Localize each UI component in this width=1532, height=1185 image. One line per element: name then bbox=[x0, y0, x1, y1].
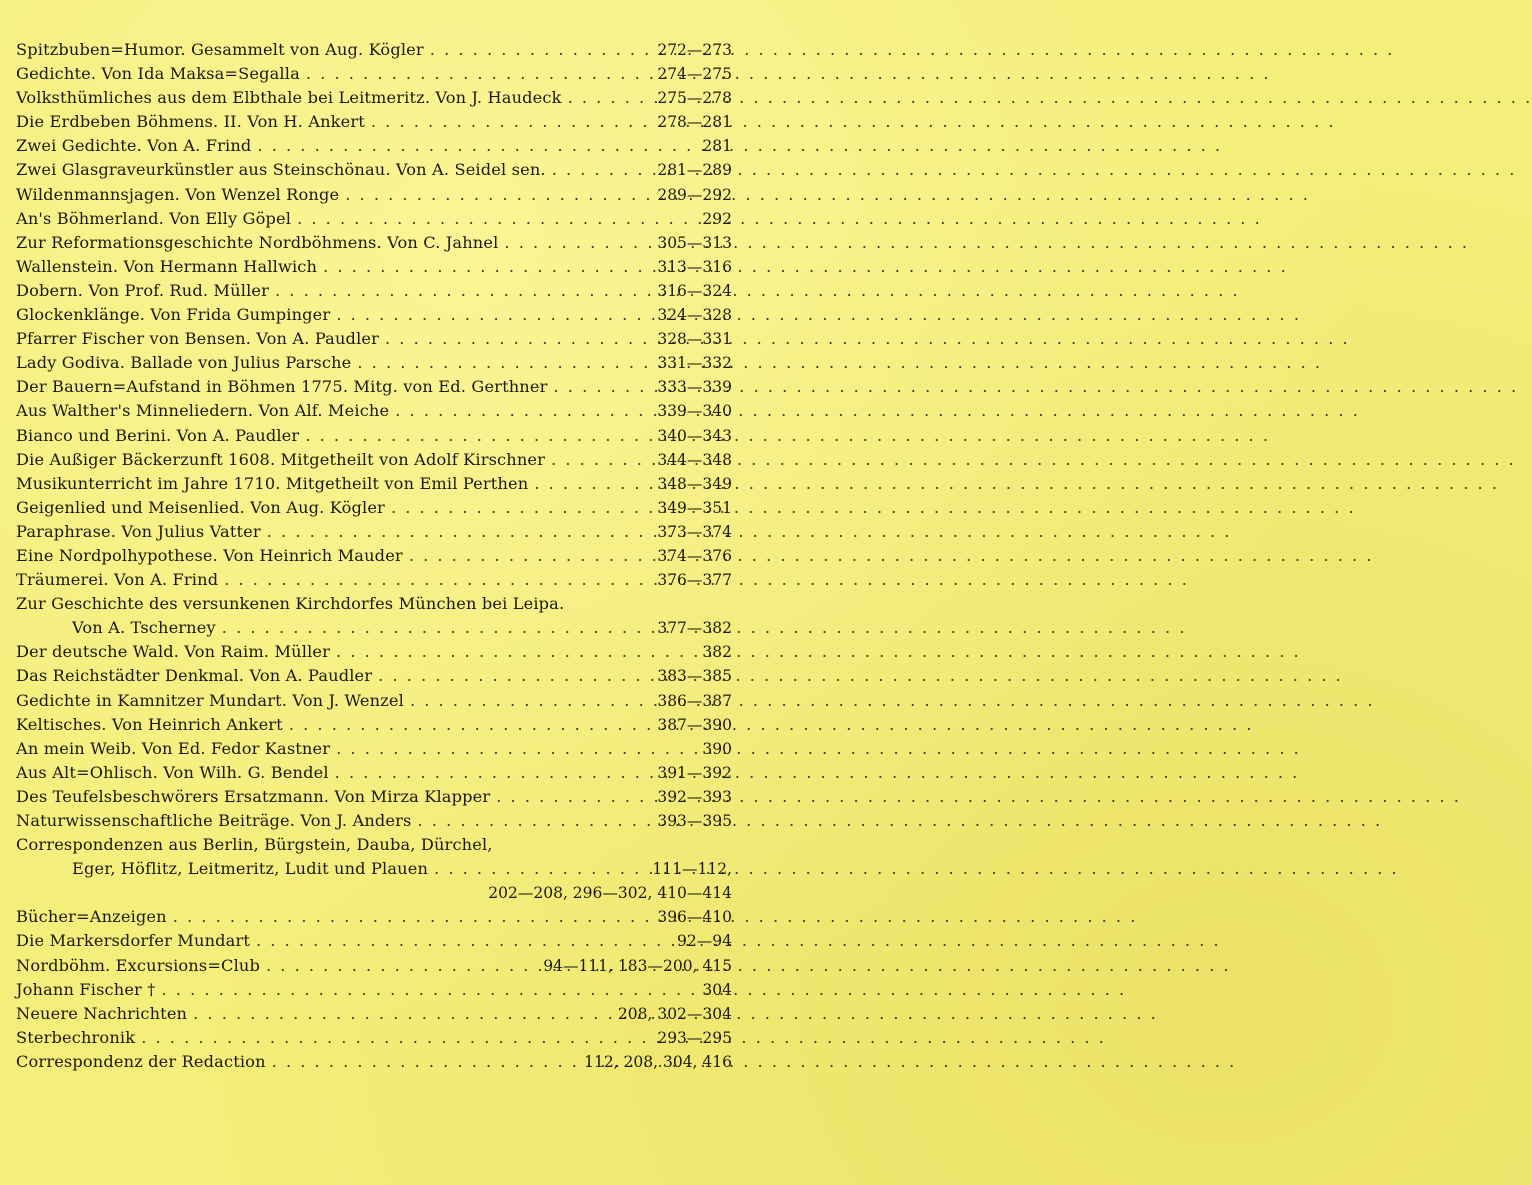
toc-entry-title: Zur Reformationsgeschichte Nordböhmens. Von C. Jahnel bbox=[16, 232, 499, 252]
dot-leader bbox=[297, 207, 696, 231]
dot-leader bbox=[256, 929, 671, 953]
toc-entry bbox=[16, 881, 732, 905]
dot-leader bbox=[534, 472, 651, 496]
toc-entry-title: Eine Nordpolhypothese. Von Heinrich Mauder bbox=[16, 545, 403, 565]
toc-entry-pages: 340—343 bbox=[657, 426, 732, 445]
dot-leader bbox=[173, 905, 652, 929]
dot-leader bbox=[395, 399, 651, 423]
toc-entry-pages: 313—316 bbox=[657, 257, 732, 276]
dot-leader bbox=[496, 785, 651, 809]
toc-entry-pages: 316—324 bbox=[657, 281, 732, 300]
dot-leader bbox=[434, 857, 646, 881]
toc-entry bbox=[16, 351, 732, 375]
toc-entry-title: Naturwissenschaftliche Beiträge. Von J. Anders bbox=[16, 811, 412, 830]
toc-entry-pages: 386—387 bbox=[657, 691, 732, 710]
toc-entry-title: Correspondenzen aus Berlin, Bürgstein, Dauba, Dürchel, bbox=[16, 835, 493, 855]
toc-entry bbox=[16, 62, 732, 86]
toc-entry-title: Spitzbuben=Humor. Gesammelt von Aug. Kögler bbox=[16, 40, 424, 59]
toc-entry-pages: 272—273 bbox=[657, 41, 732, 59]
toc-entry bbox=[16, 158, 732, 182]
toc-entry bbox=[16, 375, 732, 399]
toc-entry bbox=[16, 231, 732, 255]
toc-entry bbox=[16, 1026, 732, 1050]
toc-entry-pages: 293—295 bbox=[657, 1028, 732, 1047]
dot-leader bbox=[385, 327, 651, 351]
toc-entry-title: Aus Alt=Ohlisch. Von Wilh. G. Bendel bbox=[16, 762, 329, 782]
toc-entry-title: Wildenmannsjagen. Von Wenzel Ronge bbox=[16, 184, 340, 204]
toc-entry-title: Keltisches. Von Heinrich Ankert bbox=[16, 714, 283, 734]
toc-entry-title: Correspondenz der Redaction bbox=[16, 1051, 266, 1071]
toc-entry-pages: 281 bbox=[702, 137, 732, 156]
dot-leader bbox=[266, 954, 537, 978]
toc-entry-title: Bücher=Anzeigen bbox=[16, 907, 167, 927]
toc-entry-title: Sterbechronik bbox=[16, 1027, 136, 1047]
toc-entry bbox=[16, 664, 732, 688]
toc-entry-pages: 202—208, 296—302, 410—414 bbox=[488, 884, 732, 903]
toc-entry bbox=[16, 785, 732, 809]
dot-leader bbox=[272, 1050, 578, 1074]
toc-entry bbox=[16, 833, 732, 857]
toc-entry bbox=[16, 568, 732, 592]
toc-entry-pages: 373—374 bbox=[657, 522, 732, 541]
dot-leader bbox=[289, 713, 651, 737]
dot-leader bbox=[141, 1026, 651, 1050]
toc-entry-title: Lady Godiva. Ballade von Julius Parsche bbox=[16, 353, 352, 373]
toc-entry bbox=[16, 183, 732, 207]
toc-entry-title: Der Bauern=Aufstand in Böhmen 1775. Mitg. von Ed. Gerthner bbox=[16, 377, 548, 397]
toc-entry bbox=[16, 929, 732, 953]
toc-entry-title: Musikunterricht im Jahre 1710. Mitgetheilt von Emil Perthen bbox=[16, 473, 529, 493]
dot-leader bbox=[554, 375, 652, 399]
toc-entry bbox=[16, 327, 732, 351]
toc-entry-pages: 393—395 bbox=[657, 812, 732, 830]
toc-entry bbox=[16, 809, 732, 833]
toc-entry-pages: 387—390 bbox=[657, 715, 732, 734]
toc-entry-title: Wallenstein. Von Hermann Hallwich bbox=[16, 256, 318, 276]
toc-entry-title: Das Reichstädter Denkmal. Von A. Paudler bbox=[16, 666, 373, 686]
toc-entry bbox=[16, 905, 732, 929]
toc-entry-pages: 344—348 bbox=[657, 450, 732, 469]
dot-leader bbox=[222, 616, 652, 640]
toc-entry-pages: 333—339 bbox=[657, 378, 732, 397]
toc-entry-pages: 281—289 bbox=[657, 161, 732, 180]
toc-entry-title: Nordböhm. Excursions=Club bbox=[16, 955, 260, 975]
dot-leader bbox=[161, 978, 696, 1002]
toc-entry-pages: 112, 208, 304, 416 bbox=[584, 1052, 732, 1071]
toc-entry-pages: 328—331 bbox=[657, 330, 732, 349]
dot-leader bbox=[306, 62, 651, 86]
toc-entry bbox=[16, 399, 732, 423]
toc-entry-pages: 392—393 bbox=[657, 787, 732, 806]
dot-leader bbox=[357, 351, 651, 375]
toc-entry-title: Johann Fischer † bbox=[16, 979, 156, 999]
toc-entry bbox=[16, 640, 732, 664]
toc-entry-title: Bianco und Berini. Von A. Paudler bbox=[16, 425, 300, 445]
dot-leader bbox=[345, 183, 651, 207]
dot-leader bbox=[410, 689, 651, 713]
toc-entry bbox=[16, 689, 732, 713]
toc-entry bbox=[16, 496, 732, 520]
toc-entry bbox=[16, 713, 732, 737]
dot-leader bbox=[224, 568, 651, 592]
toc-entry bbox=[16, 737, 732, 761]
toc-entry-title: Neuere Nachrichten bbox=[16, 1003, 188, 1023]
toc-entry-pages: 324—328 bbox=[657, 306, 732, 325]
toc-entry bbox=[16, 303, 732, 327]
toc-entry-pages: 208, 302—304 bbox=[617, 1004, 732, 1023]
dot-leader bbox=[568, 86, 652, 110]
toc-entry bbox=[16, 134, 732, 158]
table-of-contents bbox=[16, 38, 732, 1074]
toc-entry-pages: 382 bbox=[702, 643, 732, 662]
dot-leader bbox=[552, 158, 652, 182]
toc-entry-pages: 94—111, 183—200, 415 bbox=[543, 956, 732, 975]
toc-entry-title: Gedichte in Kamnitzer Mundart. Von J. Wenzel bbox=[16, 690, 404, 710]
toc-entry-pages: 374—376 bbox=[657, 546, 732, 565]
toc-entry bbox=[16, 424, 732, 448]
dot-leader bbox=[371, 110, 651, 134]
dot-leader bbox=[551, 448, 651, 472]
toc-entry-title: An's Böhmerland. Von Elly Göpel bbox=[16, 208, 292, 228]
toc-entry-pages: 377—382 bbox=[657, 619, 732, 638]
dot-leader bbox=[275, 279, 651, 303]
toc-entry-title: Zwei Gedichte. Von A. Frind bbox=[16, 136, 252, 156]
toc-entry bbox=[16, 110, 732, 134]
dot-leader bbox=[336, 737, 696, 761]
toc-entry-pages: 278—281 bbox=[657, 113, 732, 132]
toc-entry-pages: 304 bbox=[702, 980, 732, 999]
toc-entry-pages: 390 bbox=[702, 739, 732, 758]
toc-entry bbox=[16, 38, 732, 62]
toc-entry-title: Geigenlied und Meisenlied. Von Aug. Kögler bbox=[16, 497, 385, 517]
toc-entry bbox=[16, 954, 732, 978]
dot-leader bbox=[267, 520, 652, 544]
toc-entry-pages: 289—292 bbox=[657, 185, 732, 204]
toc-entry-pages: 331—332 bbox=[657, 354, 732, 373]
toc-entry-title: Volksthümliches aus dem Elbthale bei Leitmeritz. Von J. Haudeck bbox=[16, 88, 562, 108]
toc-entry-pages: 396—410 bbox=[657, 908, 732, 927]
dot-leader bbox=[336, 303, 651, 327]
toc-entry-title: Gedichte. Von Ida Maksa=Segalla bbox=[16, 64, 300, 84]
toc-entry-title: Aus Walther's Minneliedern. Von Alf. Meiche bbox=[16, 401, 390, 421]
dot-leader bbox=[336, 640, 696, 664]
toc-entry-pages: 305—313 bbox=[657, 233, 732, 252]
toc-entry-title: Die Erdbeben Böhmens. II. Von H. Ankert bbox=[16, 112, 365, 132]
toc-entry bbox=[16, 1002, 732, 1026]
toc-entry bbox=[16, 86, 732, 110]
toc-entry-pages: 349—351 bbox=[657, 498, 732, 517]
dot-leader bbox=[430, 38, 652, 62]
dot-leader bbox=[335, 761, 652, 785]
toc-entry-pages: 274—275 bbox=[657, 65, 732, 84]
toc-entry bbox=[16, 472, 732, 496]
toc-entry-title: Dobern. Von Prof. Rud. Müller bbox=[16, 280, 270, 300]
toc-entry bbox=[16, 592, 732, 616]
toc-entry-title: Paraphrase. Von Julius Vatter bbox=[16, 521, 261, 541]
dot-leader bbox=[391, 496, 651, 520]
toc-entry bbox=[16, 857, 732, 881]
toc-entry bbox=[16, 761, 732, 785]
toc-entry-pages: 275—278 bbox=[657, 89, 732, 108]
dot-leader bbox=[409, 544, 652, 568]
dot-leader bbox=[378, 664, 651, 688]
toc-entry-pages: 111—112, bbox=[652, 860, 732, 879]
dot-leader bbox=[305, 424, 651, 448]
dot-leader bbox=[193, 1002, 612, 1026]
toc-entry-title: An mein Weib. Von Ed. Fedor Kastner bbox=[16, 738, 331, 758]
toc-entry bbox=[16, 207, 732, 231]
toc-entry-title: Des Teufelsbeschwörers Ersatzmann. Von Mirza Klapper bbox=[16, 786, 491, 806]
dot-leader bbox=[257, 134, 696, 158]
dot-leader bbox=[504, 231, 651, 255]
toc-entry bbox=[16, 279, 732, 303]
toc-entry-pages: 383—385 bbox=[657, 667, 732, 686]
toc-entry-title: Träumerei. Von A. Frind bbox=[16, 570, 219, 590]
toc-entry-pages: 339—340 bbox=[657, 402, 732, 421]
toc-entry bbox=[16, 544, 732, 568]
toc-entry-title: Zwei Glasgraveurkünstler aus Steinschönau. Von A. Seidel sen. bbox=[16, 160, 546, 180]
toc-entry-title: Von A. Tscherney bbox=[72, 618, 216, 638]
toc-entry bbox=[16, 448, 732, 472]
toc-entry-title: Eger, Höflitz, Leitmeritz, Ludit und Plauen bbox=[72, 859, 429, 879]
toc-entry-pages: 376—377 bbox=[657, 571, 732, 590]
toc-entry-pages: 92—94 bbox=[677, 932, 732, 951]
dot-leader bbox=[323, 255, 651, 279]
toc-entry-title: Glockenklänge. Von Frida Gumpinger bbox=[16, 305, 331, 325]
dot-leader bbox=[417, 809, 651, 833]
toc-entry-pages: 391—392 bbox=[657, 763, 732, 782]
toc-entry bbox=[16, 616, 732, 640]
toc-entry bbox=[16, 255, 732, 279]
toc-entry-title: Pfarrer Fischer von Bensen. Von A. Paudler bbox=[16, 329, 380, 349]
toc-entry-pages: 348—349 bbox=[657, 474, 732, 493]
toc-entry-title: Die Außiger Bäckerzunft 1608. Mitgetheilt von Adolf Kirschner bbox=[16, 449, 546, 469]
toc-entry-pages: 292 bbox=[702, 209, 732, 228]
toc-entry-title: Die Markersdorfer Mundart bbox=[16, 931, 251, 951]
toc-entry-title: Zur Geschichte des versunkenen Kirchdorfes München bei Leipa. bbox=[16, 594, 565, 614]
toc-entry-title: Der deutsche Wald. Von Raim. Müller bbox=[16, 642, 331, 662]
toc-entry bbox=[16, 978, 732, 1002]
toc-entry bbox=[16, 1050, 732, 1074]
toc-page bbox=[0, 0, 750, 1185]
toc-entry bbox=[16, 520, 732, 544]
